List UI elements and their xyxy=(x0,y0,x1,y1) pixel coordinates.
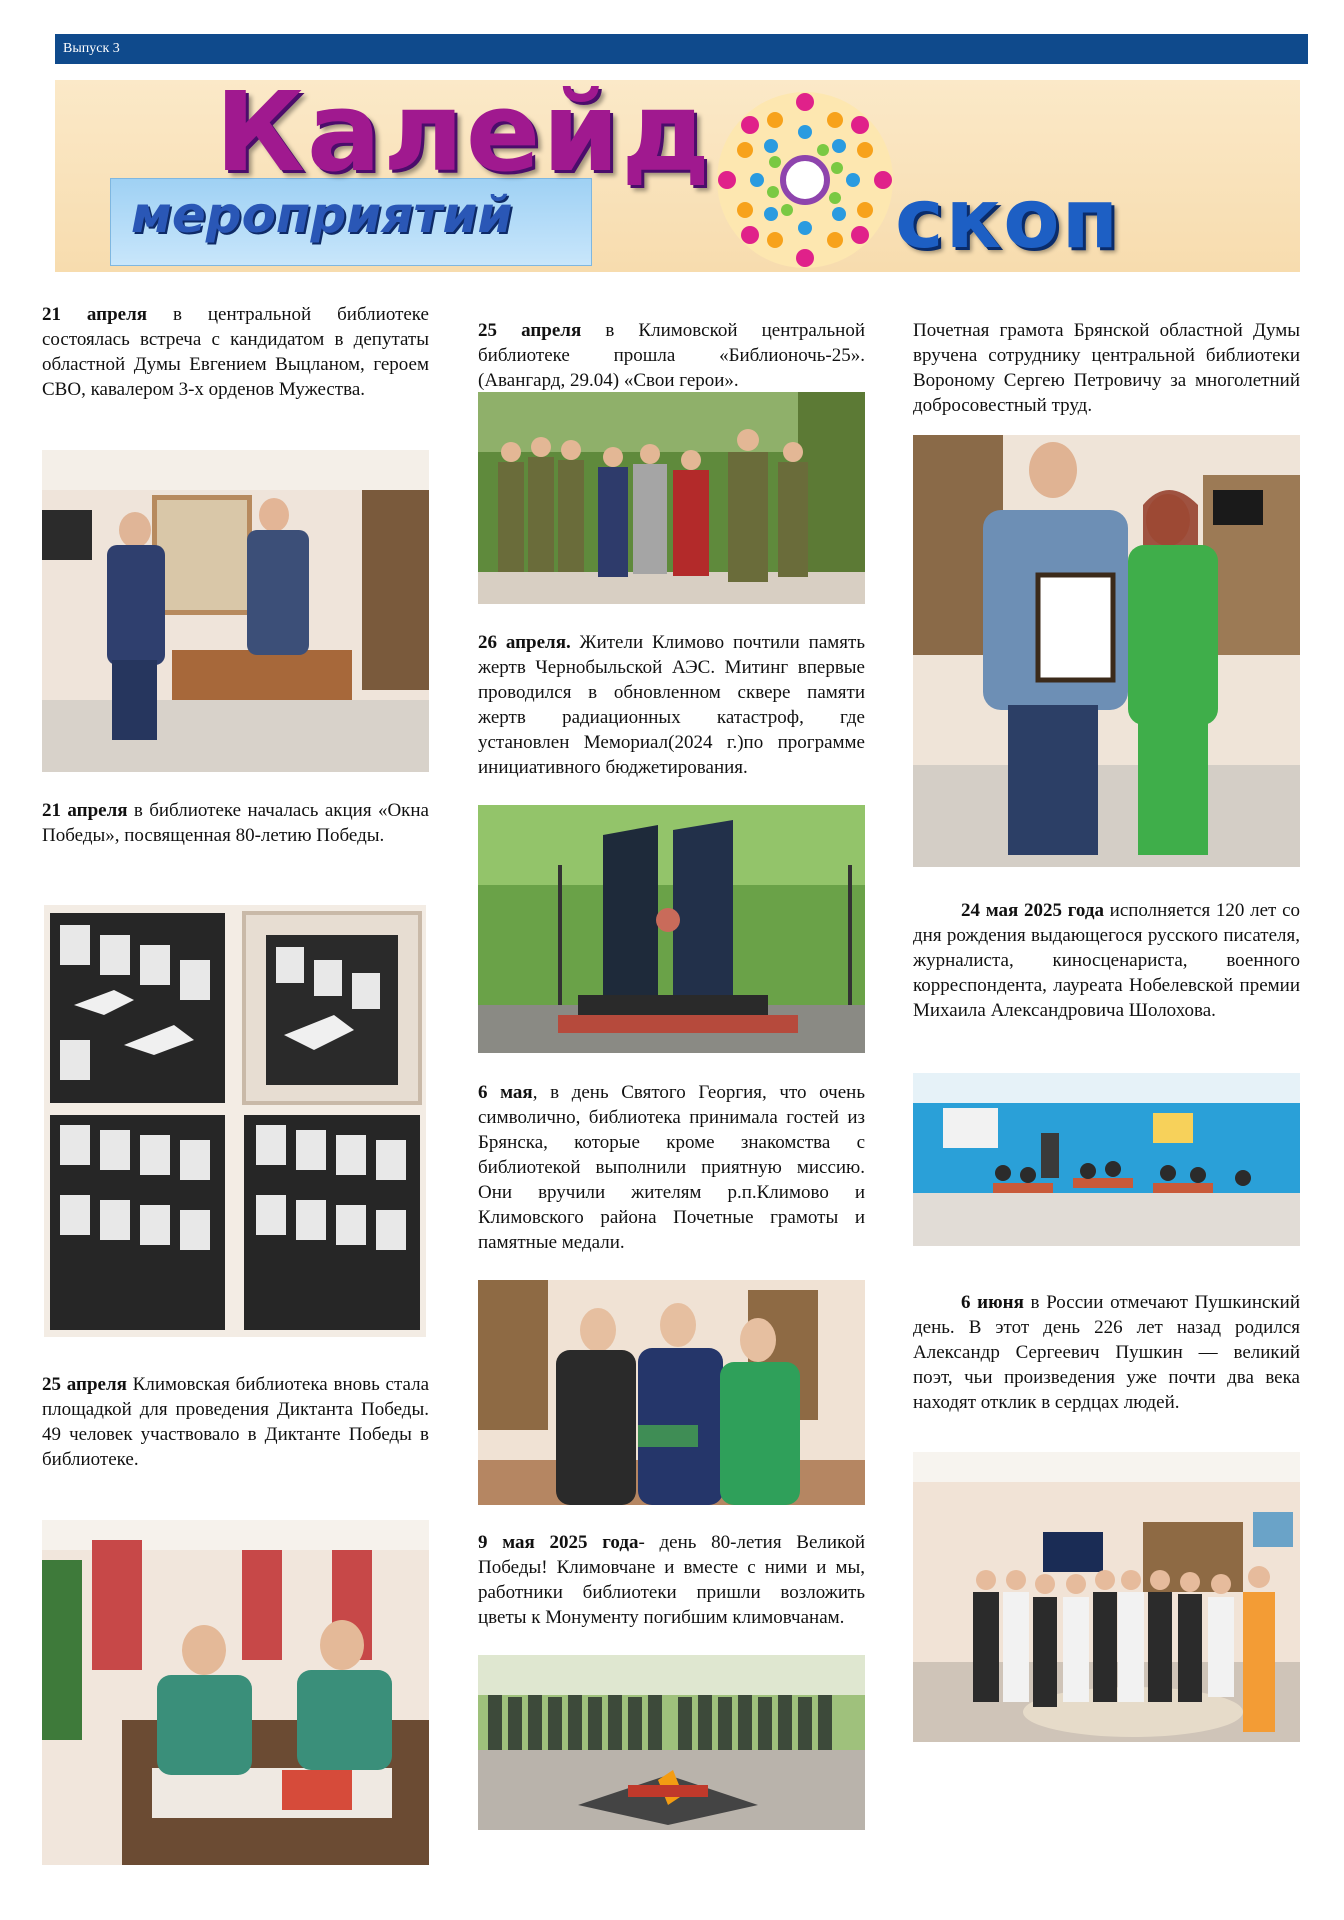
article-text: в Климовской центральной библиотеке прошла «Библионочь-25». (Авангард, 29.04) «Свои герои». xyxy=(478,320,865,391)
article-21-april-meeting xyxy=(42,302,429,402)
photo-victory-windows xyxy=(44,905,426,1337)
article-date: 9 мая 2025 года xyxy=(478,1532,639,1553)
photo-pushkin-day xyxy=(913,1452,1300,1742)
banner-subtitle: мероприятий xyxy=(131,186,513,244)
photo-bryansk-guests xyxy=(478,1280,865,1505)
article-date: 21 апреля xyxy=(42,304,148,325)
article-text: исполняется 120 лет со дня рождения выдающегося русского писателя, журналиста, киносценариста, военного корреспондента, лауреата Нобелевской премии Михаила Александровича Шолохова. xyxy=(913,900,1301,1021)
article-text: в библиотеке началась акция «Окна Победы», посвященная 80-летию Победы. xyxy=(42,800,429,846)
photo-victory-dictation xyxy=(42,1520,429,1865)
article-date: 6 мая xyxy=(478,1082,533,1103)
article-9-may-victory xyxy=(478,1530,865,1630)
article-6-may-guests xyxy=(478,1080,865,1255)
photo-sholokhov-event xyxy=(913,1073,1300,1246)
article-date: 26 апреля. xyxy=(478,632,571,653)
article-text: Климовская библиотека вновь стала площадкой для проведения Диктанта Победы. 49 человек участвовало в Диктанте Победы в библиотеке. xyxy=(42,1374,429,1470)
article-date: 21 апреля xyxy=(42,800,128,821)
issue-bar xyxy=(55,34,1308,64)
article-25-april-dictation xyxy=(42,1372,429,1472)
photo-victory-monument xyxy=(478,1655,865,1830)
banner-title-line1: Калейд xyxy=(215,80,713,196)
article-6-june-pushkin xyxy=(913,1290,1300,1415)
article-text: Жители Климово почтили память жертв Чернобыльской АЭС. Митинг впервые проводился в обновленном сквере памяти жертв радиационных катастроф, где установлен Мемориал(2024 г.)по программе инициативного бюджетирования. xyxy=(478,632,865,778)
article-honor-certificate xyxy=(913,318,1300,418)
article-text: - день 80-летия Великой Победы! Климовчане и вместе с ними и мы, работники библиотеки пришли возложить цветы к Монументу погибшим климовчанам. xyxy=(478,1532,865,1628)
article-date: 25 апреля xyxy=(478,320,582,341)
article-24-may-sholokhov xyxy=(913,898,1300,1023)
photo-library-night xyxy=(478,392,865,604)
photo-chernobyl-memorial xyxy=(478,805,865,1053)
banner-title-line2: скоп xyxy=(895,172,1121,267)
article-date: 6 июня xyxy=(961,1292,1024,1313)
photo-meeting-candidate xyxy=(42,450,429,772)
article-text: в центральной библиотеке состоялась встреча с кандидатом в депутаты областной Думы Евгением Выцланом, героем СВО, кавалером 3-х орденов Мужества. xyxy=(42,304,429,400)
article-date: 25 апреля xyxy=(42,1374,127,1395)
article-text: в России отмечают Пушкинский день. В этот день 226 лет назад родился Александр Сергеевич Пушкин — великий поэт, чьи произведения уже почти два века находят отклик в сердцах людей. xyxy=(913,1292,1300,1413)
article-text: Почетная грамота Брянской областной Думы вручена сотруднику центральной библиотеки Вороному Сергею Петровичу за многолетний добросовестный труд. xyxy=(913,320,1300,416)
article-date: 24 мая 2025 года xyxy=(961,900,1104,921)
article-26-april-chernobyl xyxy=(478,630,865,780)
article-21-april-windows xyxy=(42,798,429,848)
issue-label: Выпуск 3 xyxy=(63,41,120,56)
photo-honor-certificate xyxy=(913,435,1300,867)
article-text: , в день Святого Георгия, что очень символично, библиотека принимала гостей из Брянска, которые кроме знакомства с библиотекой выполнили приятную миссию. Они вручили жителям р.п.Климово и Климовского района Почетные грамоты и памятные медали. xyxy=(478,1082,865,1253)
article-25-april-libnight xyxy=(478,318,865,393)
title-banner xyxy=(55,80,1300,272)
